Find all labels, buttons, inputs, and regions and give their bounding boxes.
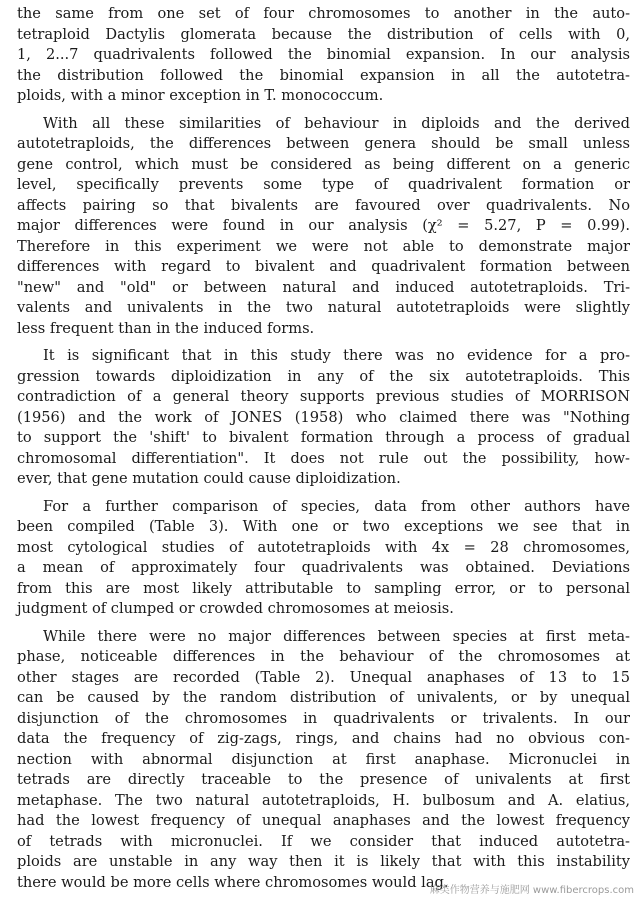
document-body [17,4,630,893]
text-line: Therefore in this experiment we were not able to demonstrate major [17,237,630,255]
text-line: had the lowest frequency of unequal anaphases and the lowest frequency [17,812,630,829]
paragraph-gap [17,107,630,114]
text-line: metaphase. The two natural autotetraploids, H. bulbosum and A. elatius, [17,791,630,809]
text-line: gression towards diploidization in any of the six autotetraploids. This [17,367,630,385]
text-line: ever, that gene mutation could cause diploidization. [17,470,401,487]
watermark: 麻类作物营养与施肥网 www.fibercrops.com [429,885,634,896]
text-line: autotetraploids, the differences between genera should be small unless [17,135,630,152]
text-line: data the frequency of zig-zags, rings, and chains had no obvious con- [17,730,630,747]
paragraph-1 [17,4,630,107]
paragraph-gap [17,339,630,346]
text-line: other stages are recorded (Table 2). Unequal anaphases of 13 to 15 [17,668,630,686]
text-line: judgment of clumped or crowded chromosomes at meiosis. [17,600,454,617]
text-line: from this are most likely attributable to sampling error, or to personal [17,579,630,597]
text-line: contradiction of a general theory supports previous studies of MORRISON [17,388,630,405]
text-line: valents and univalents in the two natural autotetraploids were slightly [17,299,630,316]
paragraph-4 [17,497,630,620]
text-line: to support the 'shift' to bivalent formation through a process of gradual [17,429,630,446]
text-line: "new" and "old" or between natural and induced autotetraploids. Tri- [17,278,630,296]
text-line: the same from one set of four chromosomes to another in the auto- [17,5,630,22]
text-line: nection with abnormal disjunction at first anaphase. Micronuclei in [17,750,630,768]
text-line: gene control, which must be considered as being different on a generic [17,155,630,173]
text-line: disjunction of the chromosomes in quadrivalents or trivalents. In our [17,709,630,727]
text-line: less frequent than in the induced forms. [17,319,315,337]
paragraph-gap [17,490,630,497]
text-line: For a further comparison of species, data from other authors have [43,497,630,515]
text-line: major differences were found in our analysis (χ² = 5.27, P = 0.99). [17,217,630,234]
text-line: While there were no major differences between species at first meta- [43,627,630,645]
text-line: level, specifically prevents some type of quadrivalent formation or [17,176,630,193]
paragraph-2 [17,114,630,340]
text-line: chromosomal differentiation". It does not rule out the possibility, how- [17,449,630,467]
text-line: ploids, with a minor exception in T. monococcum. [17,87,384,104]
text-line: of tetrads with micronuclei. If we consider that induced autotetra- [17,832,630,850]
text-line: been compiled (Table 3). With one or two exceptions we see that in [17,518,630,535]
text-line: affects pairing so that bivalents are favoured over quadrivalents. No [17,196,630,214]
text-line: phase, noticeable differences in the behaviour of the chromosomes at [17,648,630,665]
text-line: most cytological studies of autotetraploids with 4x = 28 chromosomes, [17,538,630,556]
text-line: tetraploid Dactylis glomerata because the distribution of cells with 0, [17,25,630,43]
paragraph-gap [17,620,630,627]
text-line: the distribution followed the binomial expansion in all the autotetra- [17,66,630,84]
text-line: a mean of approximately four quadrivalents was obtained. Deviations [17,559,630,576]
text-line: It is significant that in this study there was no evidence for a pro- [43,347,630,364]
text-line: ploids are unstable in any way then it is likely that with this instability [17,853,630,870]
text-line: there would be more cells where chromosomes would lag. [17,873,449,891]
text-line: differences with regard to bivalent and quadrivalent formation between [17,258,630,275]
text-line: can be caused by the random distribution of univalents, or by unequal [17,689,630,706]
text-line: With all these similarities of behaviour in diploids and the derived [43,114,630,132]
text-line: (1956) and the work of JONES (1958) who claimed there was "Nothing [17,408,630,426]
paragraph-3 [17,346,630,490]
paragraph-5 [17,627,630,894]
text-line: 1, 2...7 quadrivalents followed the binomial expansion. In our analysis [17,46,630,63]
text-line: tetrads are directly traceable to the presence of univalents at first [17,771,630,788]
